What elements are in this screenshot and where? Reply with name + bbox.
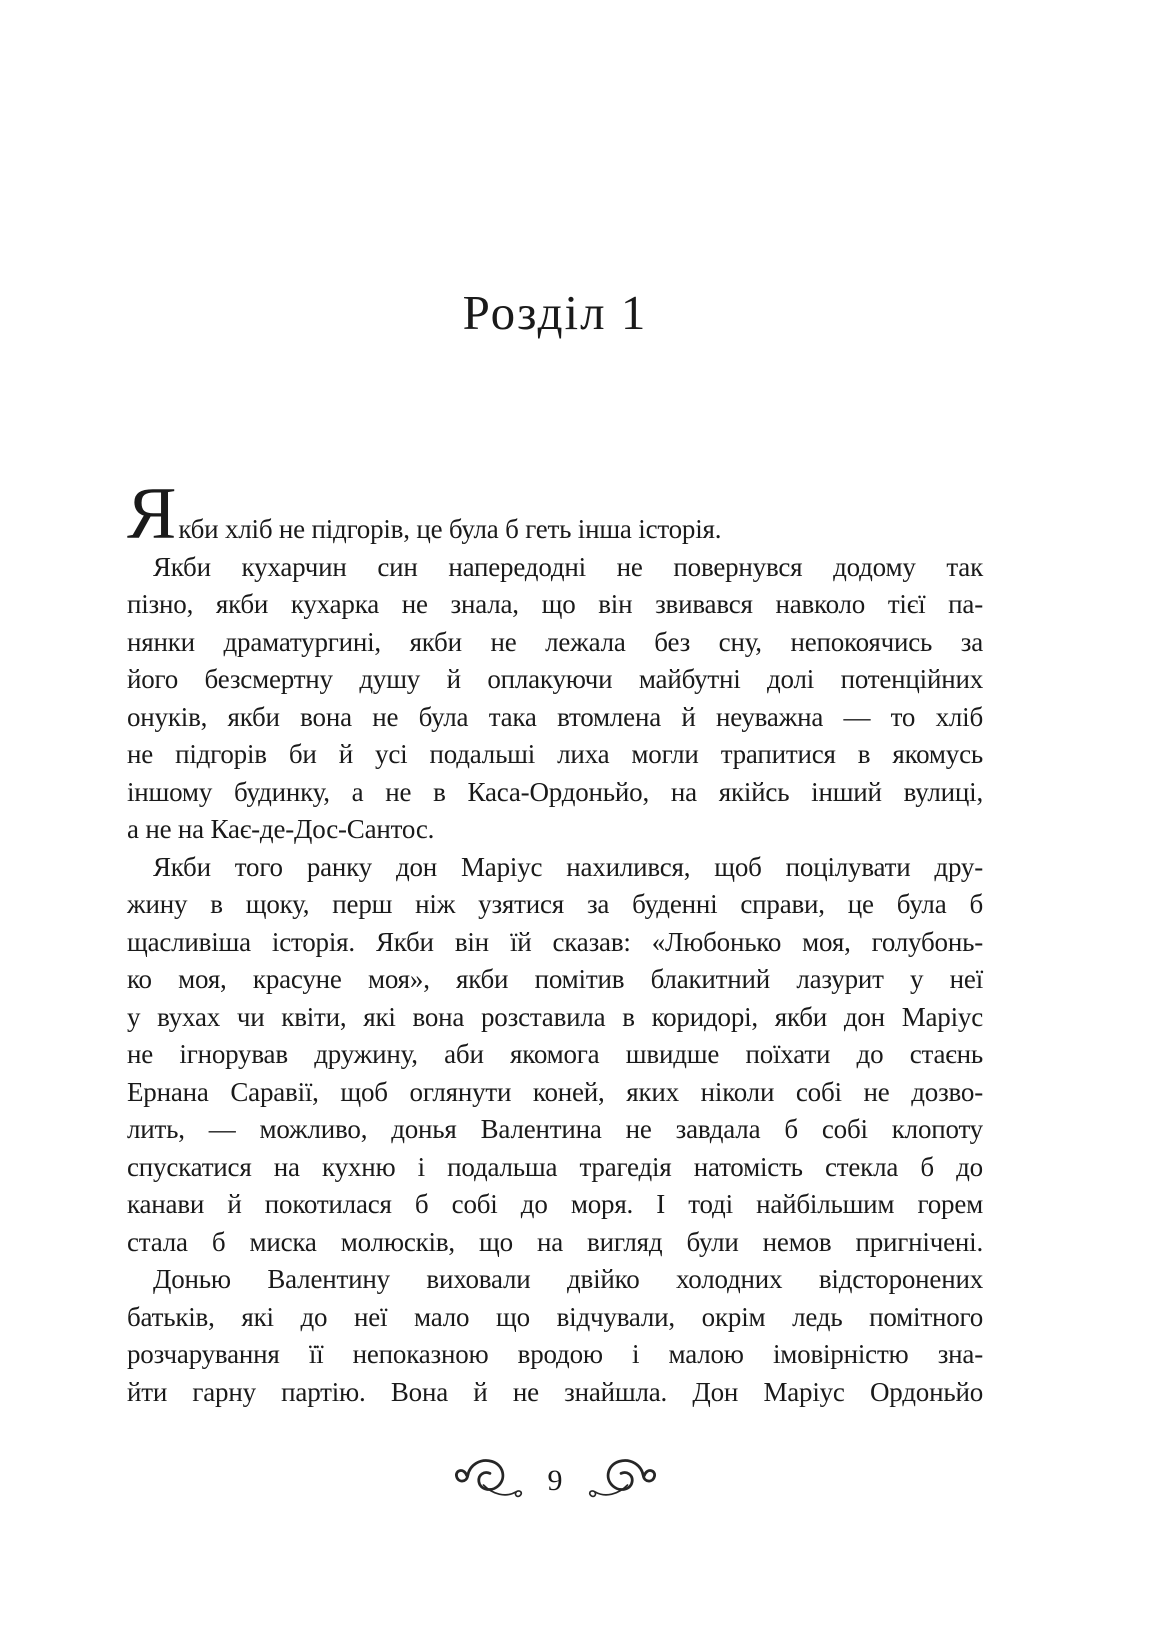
text-line: розчарування її непоказною вродою і малою імовірністю зна-: [127, 1339, 983, 1369]
text-line: йти гарну партію. Вона й не знайшла. Дон Маріус Ордоньйо: [127, 1376, 983, 1407]
paragraph-2: [127, 549, 983, 849]
text-line: лить, — можливо, донья Валентина не завдала б собі клопоту: [127, 1114, 983, 1144]
text-line: Якби того ранку дон Маріус нахилився, щоб поцілувати дру-: [153, 851, 983, 882]
page-number: 9: [547, 1463, 563, 1497]
text-line: онуків, якби вона не була така втомлена й неуважна — то хліб: [127, 701, 983, 732]
chapter-title: Розділ 1: [462, 285, 648, 340]
page-footer: [127, 1448, 983, 1508]
text-line: стала б миска молюсків, що на вигляд були немов пригнічені.: [127, 1226, 983, 1257]
text-line: батьків, які до неї мало що відчували, окрім ледь помітного: [127, 1301, 983, 1332]
text-line: Донью Валентину виховали двійко холодних відсторонених: [153, 1264, 983, 1294]
text-line: жину в щоку, перш ніж узятися за буденні справи, це була б: [127, 889, 983, 919]
flourish-right-icon: [585, 1456, 659, 1501]
text-line: канави й покотилася б собі до моря. І тоді найбільшим горем: [127, 1189, 983, 1219]
text-line: не підгорів би й усі подальші лиха могли трапитися в якомусь: [127, 739, 983, 769]
text-line: іншому будинку, а не в Каса-Ордоньйо, на якійсь інший вулиці,: [127, 776, 983, 807]
paragraph-4: [127, 1261, 983, 1411]
text-line: нянки драматургині, якби не лежала без сну, непокоячись за: [127, 626, 983, 657]
paragraph-3: [127, 849, 983, 1262]
text-block: [127, 473, 983, 1411]
text-line: його безсмертну душу й оплакуючи майбутні долі потенційних: [127, 664, 983, 694]
text-line: спускатися на кухню і подальша трагедія натомість стекла б до: [127, 1151, 983, 1182]
paragraph-1-text: кби хліб не підгорів, це була б геть інша історія.: [178, 514, 722, 544]
paragraph-1: [127, 473, 983, 555]
drop-cap: Я: [127, 473, 177, 555]
text-line: пізно, якби кухарка не знала, що він звивався навколо тієї па-: [127, 589, 983, 619]
text-line: Ернана Саравії, щоб оглянути коней, яких ніколи собі не дозво-: [127, 1076, 983, 1107]
text-line: у вухах чи квіти, які вона розставила в коридорі, якби дон Маріус: [127, 1001, 983, 1032]
text-line: не ігнорував дружину, аби якомога швидше поїхати до стаєнь: [127, 1039, 983, 1069]
text-line: а не на Кає-де-Дос-Сантос.: [127, 814, 435, 844]
text-line: Якби кухарчин син напередодні не повернувся додому так: [153, 551, 983, 582]
text-line: ко моя, красуне моя», якби помітив блакитний лазурит у неї: [127, 964, 983, 994]
flourish-left-icon: [452, 1456, 526, 1501]
text-line: щасливіша історія. Якби він їй сказав: «Любонько моя, голубонь-: [127, 926, 983, 957]
